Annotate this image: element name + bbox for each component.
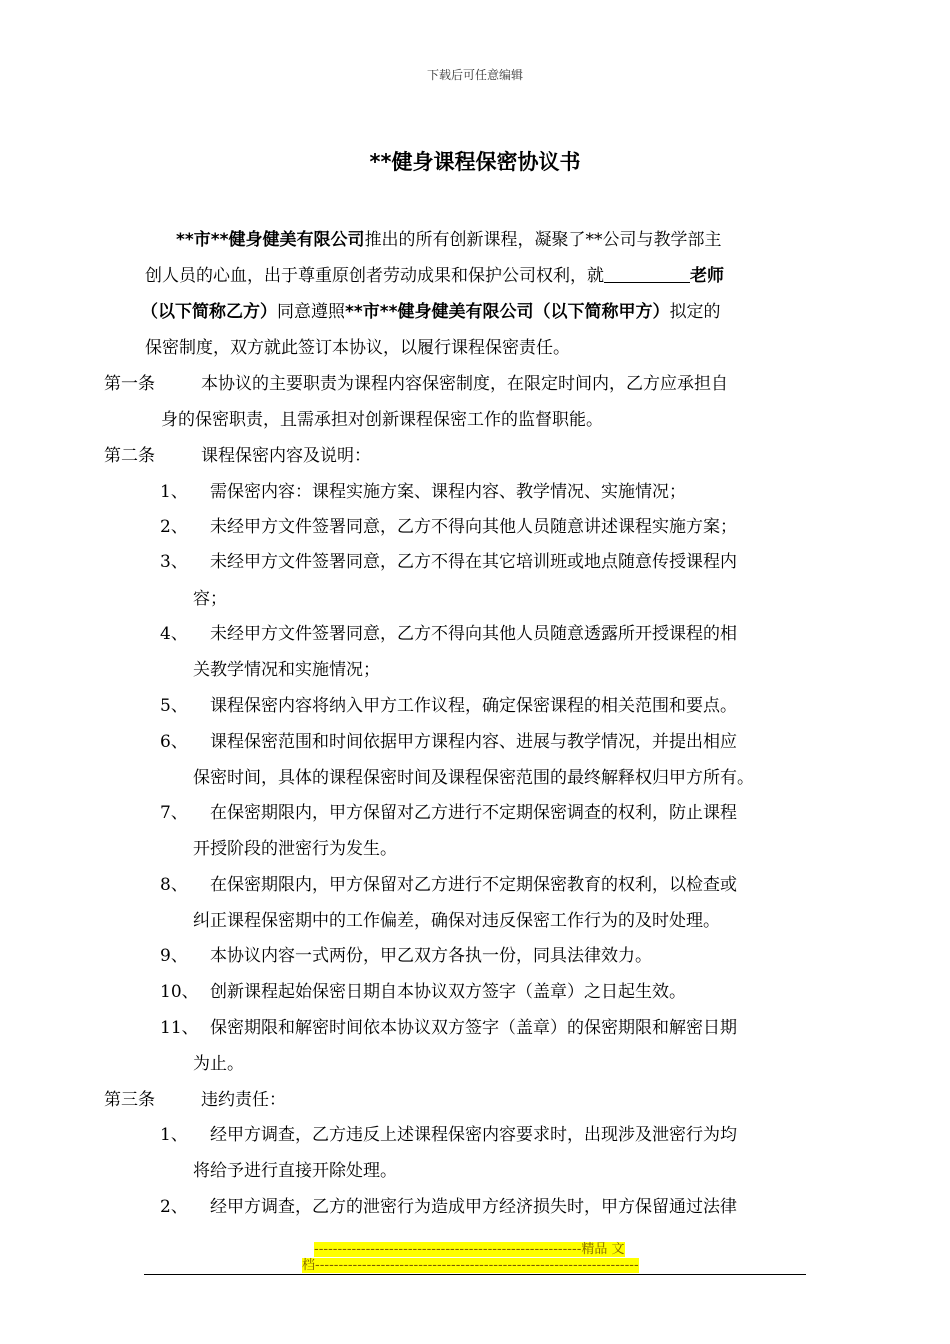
item-text: 保密期限和解密时间依本协议双方签字（盖章）的保密期限和解密日期 bbox=[210, 1018, 737, 1038]
item-text-cont: 开授阶段的泄密行为发生。 bbox=[193, 839, 397, 859]
intro-text: 推出的所有创新课程，凝聚了**公司与教学部主 bbox=[364, 230, 722, 250]
header-note: 下载后可任意编辑 bbox=[426, 68, 523, 82]
document-title: **健身课程保密协议书 bbox=[369, 150, 581, 174]
item-text: 创新课程起始保密日期自本协议双方签字（盖章）之日起生效。 bbox=[210, 982, 686, 1002]
item-number: 2、 bbox=[160, 517, 188, 537]
party-a-definition: **市**健身健美有限公司（以下简称甲方） bbox=[345, 302, 670, 322]
intro-text: 拟定的 bbox=[669, 302, 721, 322]
footer-watermark-line-2: 档--------------------------------------------------------------------- bbox=[302, 1258, 639, 1273]
party-b-definition: （以下简称乙方） bbox=[141, 302, 277, 322]
item-text-cont: 容； bbox=[193, 589, 227, 609]
item-text: 课程保密内容将纳入甲方工作议程，确定保密课程的相关范围和要点。 bbox=[210, 696, 737, 716]
item-number: 1、 bbox=[160, 1125, 188, 1145]
article-1-text-cont: 身的保密职责，且需承担对创新课程保密工作的监督职能。 bbox=[161, 410, 603, 430]
item-number: 8、 bbox=[160, 875, 188, 895]
intro-line-1 bbox=[176, 228, 722, 252]
intro-line-3 bbox=[141, 300, 721, 324]
item-text-cont: 纠正课程保密期中的工作偏差，确保对违反保密工作行为的及时处理。 bbox=[193, 911, 720, 931]
item-text: 在保密期限内，甲方保留对乙方进行不定期保密教育的权利，以检查或 bbox=[210, 875, 737, 895]
item-text: 经甲方调查，乙方违反上述课程保密内容要求时，出现涉及泄密行为均 bbox=[210, 1125, 737, 1145]
item-text: 经甲方调查，乙方的泄密行为造成甲方经济损失时，甲方保留通过法律 bbox=[210, 1197, 737, 1217]
item-text: 课程保密范围和时间依据甲方课程内容、进展与教学情况，并提出相应 bbox=[210, 732, 737, 752]
teacher-label: 老师 bbox=[690, 266, 724, 286]
item-text-cont: 关教学情况和实施情况； bbox=[193, 660, 380, 680]
article-3-heading: 违约责任： bbox=[201, 1090, 286, 1110]
intro-line-4: 保密制度，双方就此签订本协议，以履行课程保密责任。 bbox=[145, 338, 570, 358]
item-number: 2、 bbox=[160, 1197, 188, 1217]
item-number: 10、 bbox=[160, 982, 199, 1002]
item-text-cont: 将给予进行直接开除处理。 bbox=[193, 1161, 397, 1181]
item-number: 7、 bbox=[160, 803, 188, 823]
item-text-cont: 保密时间，具体的课程保密时间及课程保密范围的最终解释权归甲方所有。 bbox=[193, 768, 754, 788]
intro-line-2 bbox=[145, 264, 724, 288]
item-text: 未经甲方文件签署同意，乙方不得向其他人员随意透露所开授课程的相 bbox=[210, 624, 737, 644]
footer-divider bbox=[144, 1274, 806, 1275]
item-number: 5、 bbox=[160, 696, 188, 716]
item-text-cont: 为止。 bbox=[193, 1054, 244, 1074]
item-number: 4、 bbox=[160, 624, 188, 644]
article-2-label: 第二条 bbox=[104, 446, 155, 466]
article-2-heading: 课程保密内容及说明： bbox=[201, 446, 371, 466]
item-text: 本协议内容一式两份，甲乙双方各执一份，同具法律效力。 bbox=[210, 946, 652, 966]
item-number: 6、 bbox=[160, 732, 188, 752]
article-1-label: 第一条 bbox=[104, 374, 155, 394]
item-text: 未经甲方文件签署同意，乙方不得在其它培训班或地点随意传授课程内 bbox=[210, 552, 737, 572]
footer-watermark-line-1: ---------------------------------------------------------精品 文 bbox=[314, 1242, 625, 1257]
intro-text: 同意遵照 bbox=[277, 302, 345, 322]
item-number: 1、 bbox=[160, 482, 188, 502]
intro-text: 创人员的心血，出于尊重原创者劳动成果和保护公司权利，就 bbox=[145, 266, 604, 286]
item-number: 9、 bbox=[160, 946, 188, 966]
item-number: 11、 bbox=[160, 1018, 199, 1038]
article-1-text: 本协议的主要职责为课程内容保密制度，在限定时间内，乙方应承担自 bbox=[201, 374, 728, 394]
item-text: 在保密期限内，甲方保留对乙方进行不定期保密调查的权利，防止课程 bbox=[210, 803, 737, 823]
article-3-label: 第三条 bbox=[104, 1090, 155, 1110]
item-text: 未经甲方文件签署同意，乙方不得向其他人员随意讲述课程实施方案； bbox=[210, 517, 737, 537]
teacher-name-blank bbox=[604, 264, 690, 283]
company-name: **市**健身健美有限公司 bbox=[176, 230, 365, 250]
item-text: 需保密内容：课程实施方案、课程内容、教学情况、实施情况； bbox=[210, 482, 686, 502]
item-number: 3、 bbox=[160, 552, 188, 572]
